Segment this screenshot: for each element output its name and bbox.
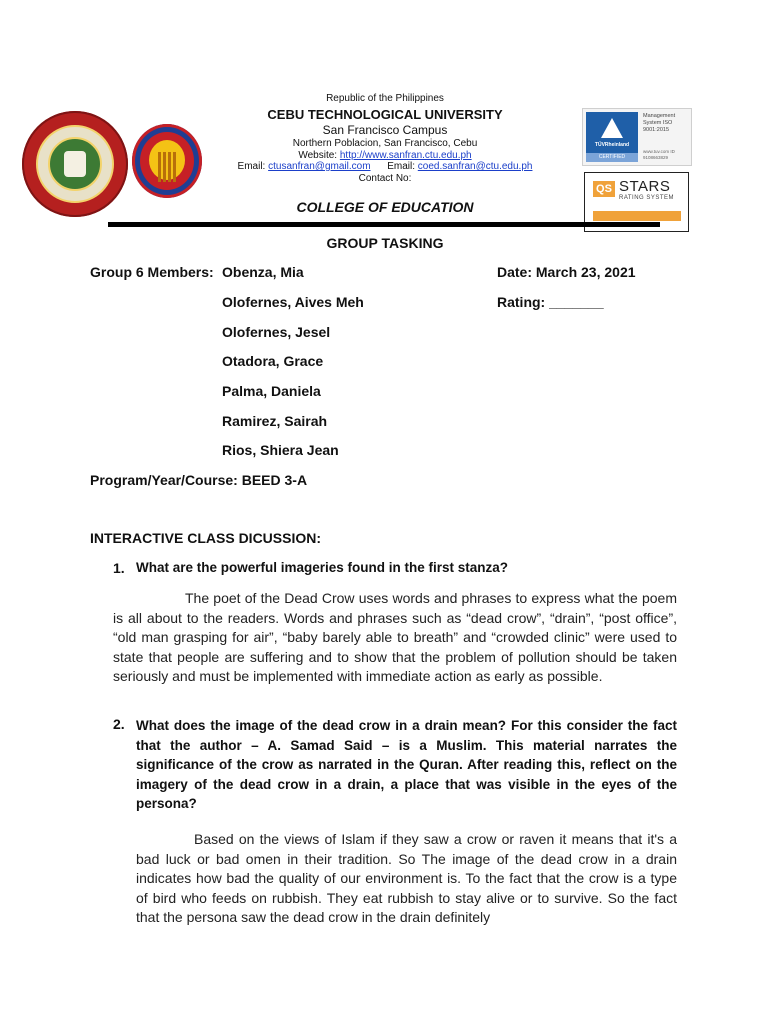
asean-logo [132,124,202,198]
email-link-1[interactable]: ctusanfran@gmail.com [268,161,371,172]
qs-subtitle: RATING SYSTEM [619,195,675,201]
rating-field: Rating: _______ [497,294,604,310]
question-number: 2. [113,716,125,732]
university-seal-logo [22,111,128,217]
website-link[interactable]: http://www.sanfran.ctu.edu.ph [339,150,472,161]
member-name: Olofernes, Jesel [222,324,331,340]
email-link-2[interactable]: coed.sanfran@ctu.edu.ph [417,161,533,172]
question-number: 1. [113,560,125,576]
tuv-certification-logo [582,108,692,166]
rice-stalks-icon [149,140,185,180]
seal-ring [36,125,114,203]
member-name: Obenza, Mia [222,264,304,280]
answer-2: Based on the views of Islam if they saw a crow or raven it means that it's a bad luck or bad omen in their tradition. So The image of the dead crow in a drain indicates how bad the quality of our environment is. To the fact that the crow is a type of bird who feeds on rubbish. They eat rubbish to stay alive or to survive. So the fact that the persona saw the dead crow in the drain definitely [136,831,677,926]
member-name: Otadora, Grace [222,353,324,369]
email-label-2: Email: [387,161,415,172]
qs-rating-bar [593,211,681,221]
tuv-system-text: Management System ISO 9001:2015 [643,113,676,133]
college-title: COLLEGE OF EDUCATION [296,199,474,215]
campus-name: San Francisco Campus [322,123,448,137]
header-divider [108,222,660,227]
discussion-heading: INTERACTIVE CLASS DICUSSION: [90,530,322,546]
member-name: Rios, Shiera Jean [222,442,339,458]
member-name: Palma, Daniela [222,383,321,399]
member-name: Ramirez, Sairah [222,413,328,429]
seal-emblem [48,137,102,191]
email-line [200,161,570,172]
answer-1: The poet of the Dead Crow uses words and phrases to express what the poem is all about to the readers. Words and phrases such as “dead crow”, “drain”, “post office”, “old man grasping for air”, “baby barely able to breath” and “crowded clinic” were used to state that people are suffering and to show that the problem of pollution should be taken seriously and must be implemented with immediate action as early as possible. [113,590,677,685]
republic-line: Republic of the Philippines [326,93,444,104]
program-line: Program/Year/Course: BEED 3-A [90,472,308,488]
seal-torch-icon [64,151,86,177]
tuv-mark-icon [586,112,638,162]
members-label: Group 6 Members: [90,264,214,280]
website-line [200,150,570,161]
qs-title: STARS [619,178,671,195]
member-name: Olofernes, Aives Meh [222,294,364,310]
tuv-id-text: www.tuv.com ID 9108663829 [643,149,675,160]
email-label: Email: [237,161,266,172]
question-2: What does the image of the dead crow in a drain mean? For this consider the fact that the author – A. Samad Said – is a Muslim. This material narrates the significance of the crow as narrated in the Quran. After reading this, reflect on the imagery of the dead crow in a drain, a place that was visible in the eyes of the persona? [136,718,677,812]
university-name: CEBU TECHNOLOGICAL UNIVERSITY [267,107,503,122]
tuv-brand: TÜVRheinland [594,142,630,148]
website-label: Website: [298,150,338,161]
contact-line: Contact No: [358,173,412,184]
address-line: Northern Poblacion, San Francisco, Cebu [292,138,478,149]
date-field: Date: March 23, 2021 [497,264,636,280]
tuv-certified: CERTIFIED [598,154,626,160]
document-title: GROUP TASKING [326,235,444,251]
question-1: What are the powerful imageries found in the first stanza? [136,560,509,575]
qs-badge: QS [593,181,615,197]
